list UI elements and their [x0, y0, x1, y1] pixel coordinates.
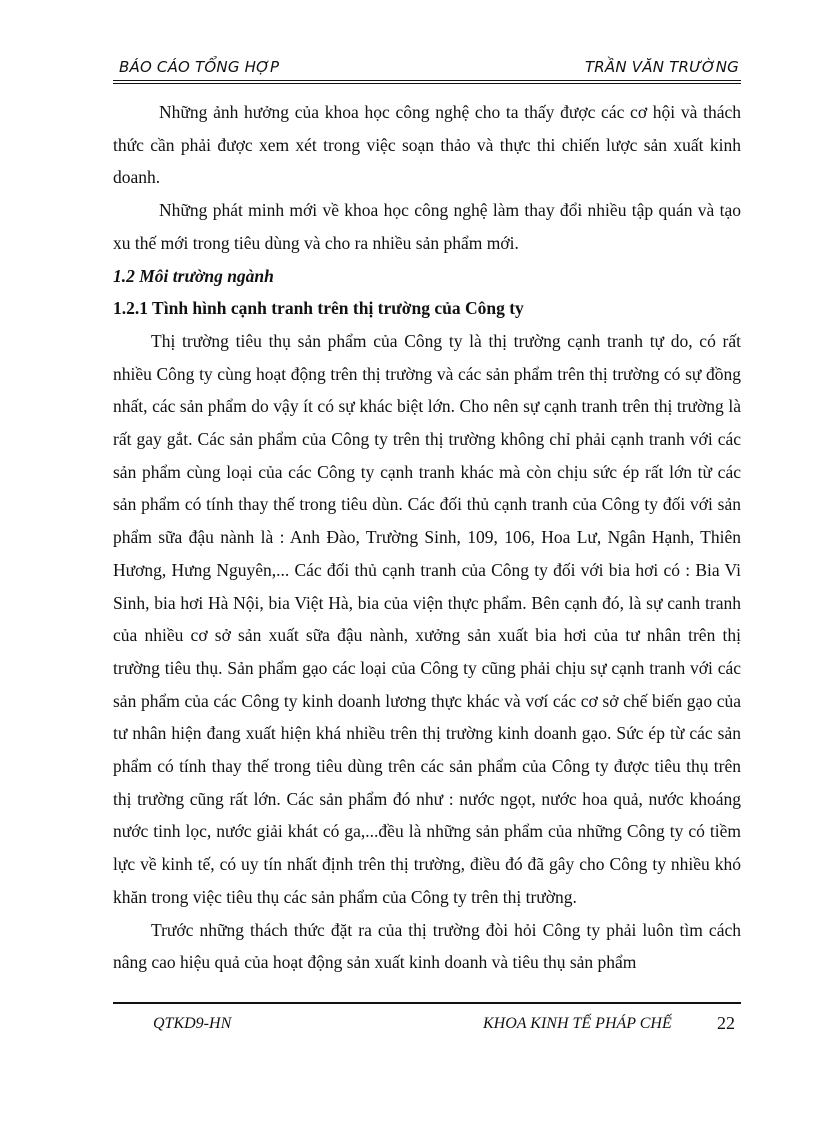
document-body	[113, 96, 741, 979]
page-number: 22	[717, 1013, 735, 1033]
paragraph-4: Trước những thách thức đặt ra của thị trường đòi hỏi Công ty phải luôn tìm cách nâng cao hiệu quả của hoạt động sản xuất kinh doanh và tiêu thụ sản phẩm	[113, 919, 741, 973]
header-title: BÁO CÁO TỔNG HỢP	[119, 58, 280, 76]
header-rule	[113, 80, 741, 84]
subsection-heading: 1.2.1 Tình hình cạnh tranh trên thị trường của Công ty	[113, 298, 524, 319]
paragraph-2: Những phát minh mới về khoa học công nghệ làm thay đổi nhiều tập quán và tạo xu thế mới trong tiêu dùng và cho ra nhiều sản phẩm mới.	[113, 200, 741, 253]
footer-rule	[113, 1002, 741, 1004]
footer-class-code: QTKD9-HN	[153, 1015, 232, 1032]
header-author: TRẦN VĂN TRƯỜNG	[584, 58, 739, 76]
footer-faculty: KHOA KINH TẾ PHÁP CHẾ	[483, 1015, 672, 1032]
paragraph-3: Thị trường tiêu thụ sản phẩm của Công ty là thị trường cạnh tranh tự do, có rất nhiều Công ty cùng hoạt động trên thị trường và các sản phẩm trên thị trường có sự đồng nhất, các sản phẩm do vậy ít có sự khác biệt lớn. Cho nên sự cạnh tranh trên thị trường là rất gay gắt. Các sản phẩm của Công ty trên thị trường không chỉ phải cạnh tranh với các sản phẩm cùng loại của các Công ty cạnh tranh khác mà còn chịu sức ép rất lớn từ các sản phẩm có tính thay thế trong tiêu dùn. Các đối thủ cạnh tranh của Công ty đối với sản phẩm sữa đậu nành là : Anh Đào, Trường Sinh, 109, 106, Hoa Lư, Ngân Hạnh, Thiên Hương, Hưng Nguyên,... Các đối thủ cạnh tranh của Công ty đối với bia hơi có : Bia Vi Sinh, bia hơi Hà Nội, bia Việt Hà, bia của viện thực phẩm. Bên cạnh đó, là sự canh tranh của nhiều cơ sở sản xuất sữa đậu nành, xưởng sản xuất bia hơi của tư nhân trên thị trường tiêu thụ. Sản phẩm gạo các loại của Công ty cũng phải chịu sự cạnh tranh với các sản phẩm của các Công ty kinh doanh lương thực khác và vơí các cơ sở chế biến gạo của tư nhân hiện đang xuất hiện khá nhiều trên thị trường kinh doanh gạo. Sức ép từ các sản phẩm có tính thay thế trong tiêu dùng trên các sản phẩm của Công ty được tiêu thụ trên thị trường cũng rất lớn. Các sản phẩm đó như : nước ngọt, nước hoa quả, nước khoáng nước tinh lọc, nước giải khát có ga,...đều là những sản phẩm của những Công ty có tiềm lực về kinh tế, có uy tín nhất định trên thị trường, điều đó đã gây cho Công ty nhiều khó khăn trong việc tiêu thụ các sản phẩm của Công ty trên thị trường.	[113, 330, 741, 907]
paragraph-1: Những ảnh hưởng của khoa học công nghệ cho ta thấy được các cơ hội và thách thức cần phải được xem xét trong việc soạn thảo và thực thi chiến lược sản xuất kinh doanh.	[113, 102, 741, 188]
section-heading: 1.2 Môi trường ngành	[113, 265, 274, 286]
page-footer	[113, 1013, 741, 1041]
